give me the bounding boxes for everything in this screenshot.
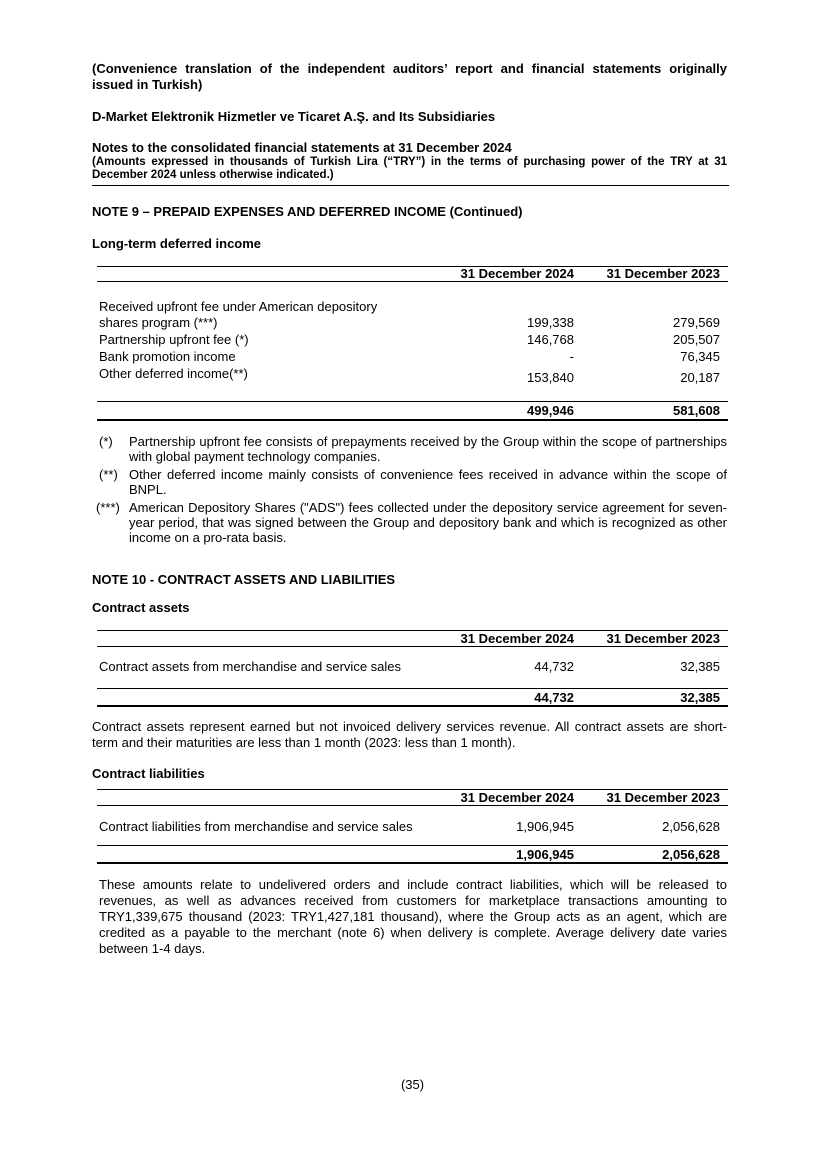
amounts-note: (Amounts expressed in thousands of Turkish Lira (“TRY”) in the terms of purchasing power of the TRY at 31 December 2024 unless otherwise indicated.) bbox=[92, 156, 727, 181]
note10-title: NOTE 10 - CONTRACT ASSETS AND LIABILITIES bbox=[92, 572, 396, 587]
note9-subtitle: Long-term deferred income bbox=[92, 236, 262, 251]
col-header-2023: 31 December 2023 bbox=[606, 631, 720, 646]
row-value-2024: 146,768 bbox=[527, 332, 574, 347]
row-value-2023: 32,385 bbox=[680, 659, 720, 674]
table-header-rule bbox=[97, 281, 728, 282]
contract-liabilities-paragraph: These amounts relate to undelivered orders and include contract liabilities, which will be released to revenues, as well as advances received from customers for marketplace transactions amounting to TRY1,339,675 thousand (2023: TRY1,427,181 thousand), where the Group acts as an agent, which are credited as a payable to the merchant (note 6) when delivery is complete. Average delivery date varies between 1-4 days. bbox=[99, 877, 727, 956]
footnote-text: Partnership upfront fee consists of prepayments received by the Group within the scope of partnerships with global payment technology companies. bbox=[129, 434, 727, 464]
convenience-note: (Convenience translation of the independent auditors’ report and financial statements originally issued in Turkish) bbox=[92, 61, 727, 92]
col-header-2024: 31 December 2024 bbox=[460, 790, 574, 805]
note9-title: NOTE 9 – PREPAID EXPENSES AND DEFERRED INCOME (Continued) bbox=[92, 204, 523, 219]
footnote-text: American Depository Shares ("ADS") fees collected under the depository service agreement for seven-year period, that was signed between the Group and depository bank and which is recognized as other income on a pro-rata basis. bbox=[129, 500, 727, 545]
footnote-mark: (**) bbox=[99, 467, 118, 482]
col-header-2024: 31 December 2024 bbox=[460, 631, 574, 646]
row-label: Bank promotion income bbox=[99, 349, 236, 364]
row-value-2023: 20,187 bbox=[680, 370, 720, 385]
total-top-rule bbox=[97, 401, 728, 402]
contract-liabilities-subtitle: Contract liabilities bbox=[92, 766, 205, 781]
header-divider bbox=[92, 185, 729, 186]
contract-assets-subtitle: Contract assets bbox=[92, 600, 190, 615]
footnote-mark: (***) bbox=[96, 500, 120, 515]
table-header-rule bbox=[97, 646, 728, 647]
row-label: Contract liabilities from merchandise and service sales bbox=[99, 819, 413, 834]
col-header-2024: 31 December 2024 bbox=[460, 266, 574, 281]
row-value-2024: 1,906,945 bbox=[516, 819, 574, 834]
footnote-text: Other deferred income mainly consists of convenience fees received in advance within the scope of BNPL. bbox=[129, 467, 727, 497]
total-bottom-rule bbox=[97, 862, 728, 864]
row-value-2024: 199,338 bbox=[527, 315, 574, 330]
total-2023: 2,056,628 bbox=[662, 847, 720, 862]
row-value-2024: 153,840 bbox=[527, 370, 574, 385]
company-name: D-Market Elektronik Hizmetler ve Ticaret A.Ş. and Its Subsidiaries bbox=[92, 109, 496, 124]
total-bottom-rule bbox=[97, 705, 728, 707]
row-label: shares program (***) bbox=[99, 315, 218, 330]
row-label: Partnership upfront fee (*) bbox=[99, 332, 249, 347]
notes-title: Notes to the consolidated financial statements at 31 December 2024 bbox=[92, 140, 512, 155]
row-label: Received upfront fee under American depository bbox=[99, 299, 378, 314]
row-value-2023: 2,056,628 bbox=[662, 819, 720, 834]
total-top-rule bbox=[97, 845, 728, 846]
row-value-2023: 76,345 bbox=[680, 349, 720, 364]
row-value-2024: 44,732 bbox=[534, 659, 574, 674]
col-header-2023: 31 December 2023 bbox=[606, 266, 720, 281]
contract-assets-paragraph: Contract assets represent earned but not invoiced delivery services revenue. All contract assets are short-term and their maturities are less than 1 month (2023: less than 1 month). bbox=[92, 719, 727, 750]
col-header-2023: 31 December 2023 bbox=[606, 790, 720, 805]
row-value-2024: - bbox=[569, 349, 574, 364]
total-2024: 1,906,945 bbox=[516, 847, 574, 862]
total-2024: 499,946 bbox=[527, 403, 574, 418]
page-number: (35) bbox=[400, 1077, 425, 1092]
total-bottom-rule bbox=[97, 419, 728, 421]
row-label: Contract assets from merchandise and service sales bbox=[99, 659, 402, 674]
total-top-rule bbox=[97, 688, 728, 689]
row-value-2023: 279,569 bbox=[673, 315, 720, 330]
row-label: Other deferred income(**) bbox=[99, 366, 248, 381]
total-2023: 32,385 bbox=[680, 690, 720, 705]
total-2024: 44,732 bbox=[534, 690, 574, 705]
table-header-rule bbox=[97, 805, 728, 806]
footnote-mark: (*) bbox=[99, 434, 113, 449]
row-value-2023: 205,507 bbox=[673, 332, 720, 347]
total-2023: 581,608 bbox=[673, 403, 720, 418]
